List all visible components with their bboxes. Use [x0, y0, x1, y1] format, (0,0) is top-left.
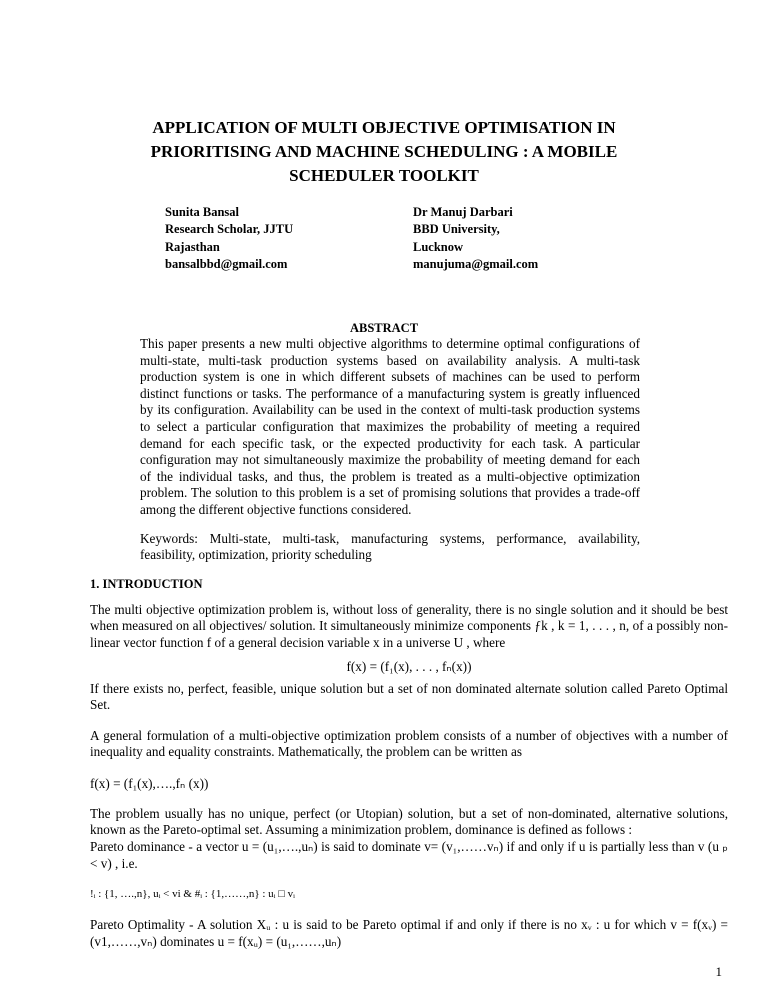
author-name: Dr Manuj Darbari [413, 205, 513, 219]
page-number: 1 [715, 964, 722, 980]
equation-1: f(x) = (f₁(x), . . . , fₙ(x)) [346, 658, 472, 674]
author-affiliation: BBD University, [413, 222, 500, 237]
author-email: manujuma@gmail.com [413, 256, 539, 271]
equation-2: f(x) = (f₁(x),….,fₙ (x)) [90, 775, 209, 791]
pareto-optimality-definition: Pareto Optimality - A solution Xᵤ : u is said to be Pareto optimal if and only if there is no xᵥ : u for which v = f(xᵥ) = (v1,……,vₙ) dominates u = f(xᵤ) = (u₁,……,uₙ) [90, 917, 728, 949]
section-heading: 1. INTRODUCTION [90, 576, 203, 591]
author-affiliation: Research Scholar, JJTU [165, 222, 294, 237]
intro-paragraph-2: If there exists no, perfect, feasible, unique solution but a set of non dominated alternate solution called Pareto Optimal Set. [90, 680, 728, 713]
author-location: Lucknow [413, 239, 464, 254]
title-line: PRIORITISING AND MACHINE SCHEDULING : A MOBILE [150, 142, 618, 161]
intro-paragraph-1: The multi objective optimization problem is, without loss of generality, there is no single solution and it should be best when measured on all objectives/ solution. It simultaneously minimize components ƒk , k = 1, . . . , n, of a possibly non-linear vector function f of a general decision variable x in a universe U , where [90, 601, 728, 650]
author-location: Rajasthan [165, 239, 220, 254]
author-name: Sunita Bansal [165, 205, 239, 219]
title-line: SCHEDULER TOOLKIT [289, 166, 479, 185]
pareto-dominance-definition: Pareto dominance - a vector u = (u₁,….,uₙ) is said to dominate v= (v₁,……vₙ) if and only if u is partially less than v (u ₚ < v) , i.e. [90, 839, 728, 871]
intro-paragraph-4: The problem usually has no unique, perfect (or Utopian) solution, but a set of non-dominated, alternative solutions, known as the Pareto-optimal set. Assuming a minimization problem, dominance is defined as follows : [90, 805, 728, 838]
intro-paragraph-3: A general formulation of a multi-objective optimization problem consists of a number of objectives with a number of inequality and equality constraints. Mathematically, the problem can be written as [90, 727, 728, 760]
author-email: bansalbbd@gmail.com [165, 256, 288, 271]
equation-3: !ᵢ : {1, ….,n}, uᵢ < vi & #ᵢ : {1,……,n} : uᵢ □ vᵢ [90, 888, 295, 901]
abstract-text: This paper presents a new multi objective algorithms to determine optimal configurations of multi-state, multi-task production systems based on availability analysis. A multi-task production system is one in which different subsets of machines can be used to perform distinct functions or tasks. The performance of a manufacturing system is greatly influenced by its configuration. Availability can be used in the context of multi-task production systems to select a particular configuration that maximizes the probability of meeting a required demand for each specific task, or the expected productivity for each task. A particular configuration may not simultaneously maximize the probability of meeting demand for each of the individual tasks, and thus, the problem is treated as a multi-objective optimization problem. The solution to this problem is a set of promising solutions that provides a trade-off among the different objective functions considered. [140, 336, 640, 517]
title-line: APPLICATION OF MULTI OBJECTIVE OPTIMISATION IN [152, 118, 616, 137]
keywords: Keywords: Multi-state, multi-task, manufacturing systems, performance, availability, feasibility, optimization, priority scheduling [140, 530, 640, 563]
abstract-heading: ABSTRACT [349, 321, 419, 335]
